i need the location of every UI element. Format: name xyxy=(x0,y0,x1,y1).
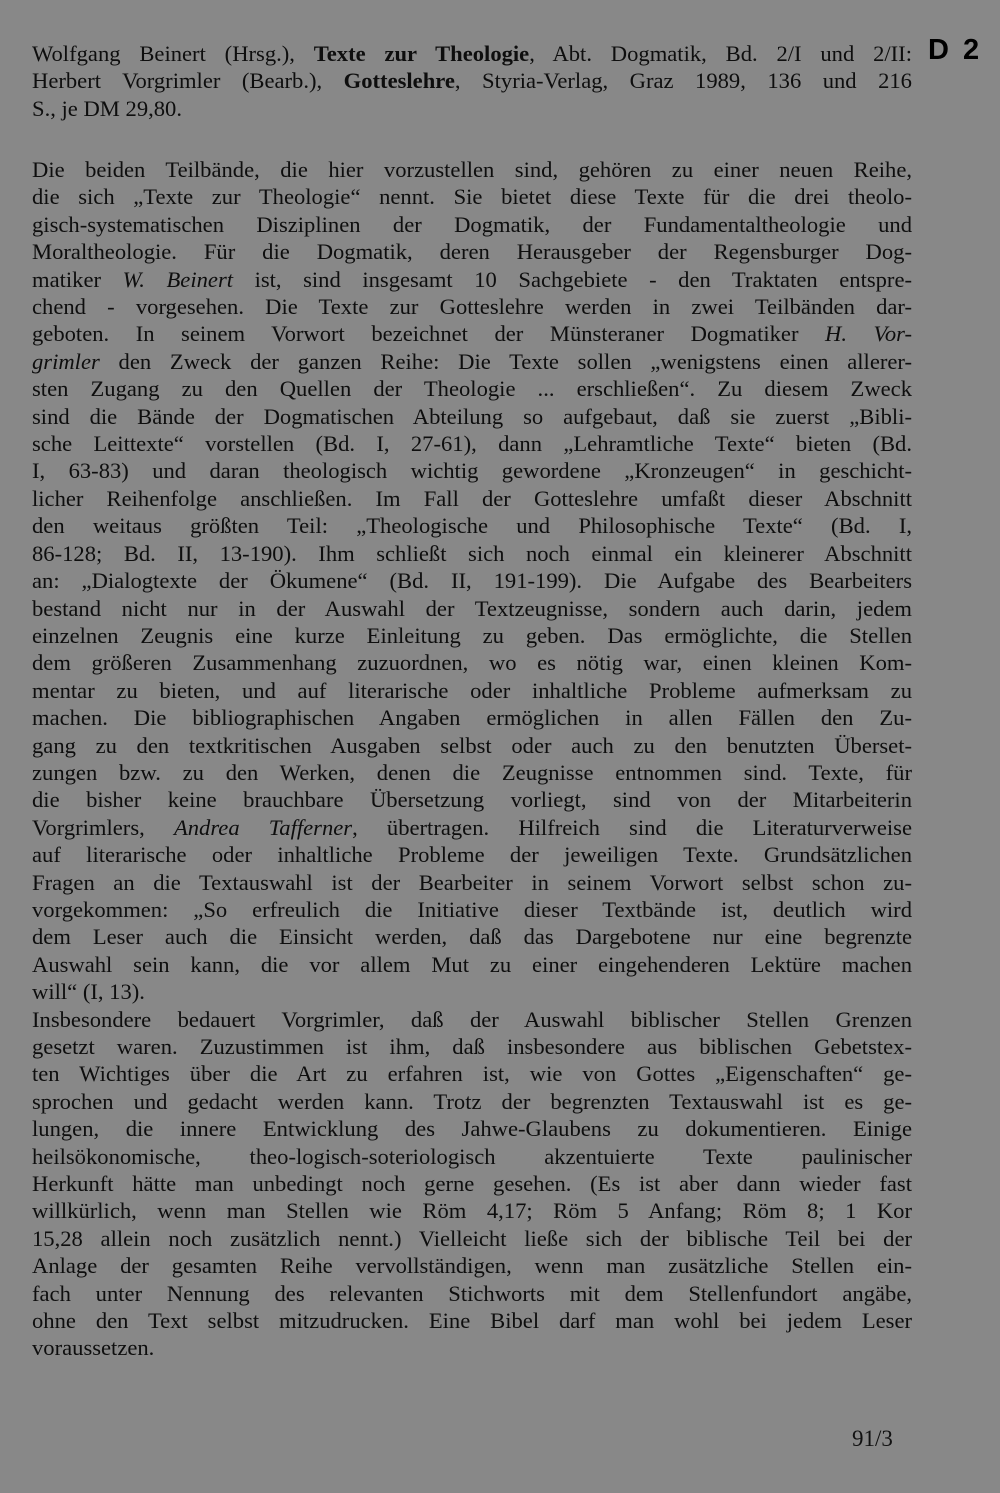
paragraph-line xyxy=(32,595,912,622)
text-run: I, 63-83) und daran theologisch wichtig gewordene „Kronzeugen“ in geschicht- xyxy=(32,458,912,484)
text-run: S., je DM 29,80. xyxy=(32,95,183,121)
text-run: ohne den Text selbst mitzudrucken. Eine Bibel darf man wohl bei jedem Leser xyxy=(32,1308,912,1334)
text-run: , Abt. Dogmatik, Bd. 2/I und 2/II: xyxy=(529,41,912,66)
text-run: Auswahl sein kann, die vor allem Mut zu einer eingehenderen Lektüre machen xyxy=(32,951,912,977)
paragraph-line xyxy=(32,814,912,841)
text-run: sche Leittexte“ vorstellen (Bd. I, 27-61), dann „Lehramtliche Texte“ bieten (Bd. xyxy=(32,431,912,457)
paragraph-line xyxy=(32,1252,912,1279)
text-run: lungen, die innere Entwicklung des Jahwe-Glaubens zu dokumentieren. Einige xyxy=(32,1116,912,1142)
text-run: ten Wichtiges über die Art zu erfahren ist, wie von Gottes „Eigenschaften“ ge- xyxy=(32,1061,912,1087)
text-run: Die beiden Teilbände, die hier vorzustellen sind, gehören zu einer neuen Reihe, xyxy=(32,157,912,182)
italic-name: Andrea Tafferner xyxy=(173,814,353,840)
text-run: gesetzt waren. Zuzustimmen ist ihm, daß insbesondere aus biblischen Gebetstex- xyxy=(32,1034,912,1059)
text-run: 86-128; Bd. II, 13-190). Ihm schließt sich noch einmal ein kleinerer Abschnitt xyxy=(32,540,912,566)
paragraph-line xyxy=(32,293,912,320)
text-run: , Styria-Verlag, Graz 1989, 136 und 216 xyxy=(454,68,912,94)
paragraph-line xyxy=(32,1307,912,1334)
paragraph-line xyxy=(32,1225,912,1252)
paragraph-line xyxy=(32,1060,912,1087)
paragraph-line xyxy=(32,677,912,704)
text-run: gisch-systematischen Disziplinen der Dogmatik, der Fundamentaltheologie und xyxy=(32,211,912,237)
text-run: die bisher keine brauchbare Übersetzung vorliegt, sind von der Mitarbeiterin xyxy=(32,787,912,813)
paragraph-line xyxy=(32,951,912,978)
paragraph-line xyxy=(32,1033,912,1060)
paragraph-line xyxy=(32,266,912,293)
paragraph-line xyxy=(32,320,912,347)
text-run: Fragen an die Textauswahl ist der Bearbeiter in seinem Vorwort selbst schon zu- xyxy=(32,869,912,895)
text-run: einzelnen Zeugnis eine kurze Einleitung zu geben. Das ermöglichte, die Stellen xyxy=(32,622,912,648)
review-body xyxy=(32,156,912,1362)
text-run: heilsökonomische, theo-logisch-soteriologisch akzentuierte Texte paulinischer xyxy=(32,1143,912,1169)
text-run: , übertragen. Hilfreich sind die Literaturverweise xyxy=(352,814,912,840)
paragraph-line xyxy=(32,1280,912,1307)
text-run: geboten. In seinem Vorwort bezeichnet der Münsteraner Dogmatiker xyxy=(32,321,826,347)
text-run: auf literarische oder inhaltliche Probleme der jeweiligen Texte. Grundsätzlichen xyxy=(32,842,912,868)
text-run: sprochen und gedacht werden kann. Trotz der begrenzten Textauswahl ist es ge- xyxy=(32,1088,912,1114)
paragraph-line xyxy=(32,1006,912,1033)
paragraph-line xyxy=(32,759,912,786)
text-run: licher Reihenfolge anschließen. Im Fall der Gotteslehre umfaßt dieser Abschnitt xyxy=(32,485,912,511)
text-run: matiker xyxy=(32,266,123,292)
paragraph-line xyxy=(32,430,912,457)
text-run: Anlage der gesamten Reihe vervollständigen, wenn man zusätzliche Stellen ein- xyxy=(32,1253,912,1279)
paragraph-line xyxy=(32,1334,912,1361)
section-mark: D 2 xyxy=(928,34,983,66)
paragraph-line xyxy=(32,457,912,484)
text-run: Herkunft hätte man unbedingt noch gerne gesehen. (Es ist aber dann wieder fast xyxy=(32,1171,912,1197)
text-run: willkürlich, wenn man Stellen wie Röm 4,17; Röm 5 Anfang; Röm 8; 1 Kor xyxy=(32,1198,912,1224)
paragraph-line xyxy=(32,786,912,813)
text-run: den weitaus größten Teil: „Theologische und Philosophische Texte“ (Bd. I, xyxy=(32,513,912,539)
paragraph-line xyxy=(32,1197,912,1224)
paragraph-line xyxy=(32,869,912,896)
text-run: Moraltheologie. Für die Dogmatik, deren Herausgeber der Regensburger Dog- xyxy=(32,239,912,265)
paragraph-line xyxy=(32,183,912,210)
text-run: 15,28 allein noch zusätzlich nennt.) Vielleicht ließe sich der biblische Teil bei der xyxy=(32,1225,912,1251)
text-run: die sich „Texte zur Theologie“ nennt. Sie bietet diese Texte für die drei theolo- xyxy=(32,184,912,210)
citation-line xyxy=(32,40,912,67)
text-run: vorgekommen: „So erfreulich die Initiative dieser Textbände ist, deutlich wird xyxy=(32,896,912,922)
paragraph-line xyxy=(32,512,912,539)
paragraph xyxy=(32,1006,912,1362)
page-number: 91/3 xyxy=(852,1426,893,1451)
paragraph-line xyxy=(32,841,912,868)
text-run: dem größeren Zusammenhang zuzuordnen, wo es nötig war, einen kleinen Kom- xyxy=(32,650,912,676)
text-run: voraussetzen. xyxy=(32,1335,155,1361)
italic-name: W. Beinert xyxy=(122,266,234,292)
paragraph-line xyxy=(32,978,912,1005)
paragraph-line xyxy=(32,1170,912,1197)
bibliographic-citation xyxy=(32,40,912,122)
paragraph-line xyxy=(32,1088,912,1115)
paragraph-line xyxy=(32,622,912,649)
paragraph-line xyxy=(32,1115,912,1142)
text-run: zungen bzw. zu den Werken, denen die Zeugnisse entnommen sind. Texte, für xyxy=(32,759,912,785)
citation-line xyxy=(32,67,912,94)
paragraph-line xyxy=(32,649,912,676)
bold-title: Texte zur Theologie xyxy=(313,41,530,66)
paragraph-line xyxy=(32,732,912,759)
paragraph-line xyxy=(32,567,912,594)
text-run: sten Zugang zu den Quellen der Theologie ... erschließen“. Zu diesem Zweck xyxy=(32,376,912,402)
text-run: mentar zu bieten, und auf literarische oder inhaltliche Probleme aufmerksam zu xyxy=(32,677,912,703)
citation-line xyxy=(32,95,912,122)
paragraph-line xyxy=(32,211,912,238)
text-run: Wolfgang Beinert (Hrsg.), xyxy=(32,41,314,66)
text-run: Herbert Vorgrimler (Bearb.), xyxy=(32,68,344,94)
paragraph-line xyxy=(32,540,912,567)
text-run: sind die Bände der Dogmatischen Abteilung so aufgebaut, daß sie zuerst „Bibli- xyxy=(32,403,912,429)
text-run: fach unter Nennung des relevanten Stichworts mit dem Stellenfundort angäbe, xyxy=(32,1280,912,1306)
text-run: chend - vorgesehen. Die Texte zur Gotteslehre werden in zwei Teilbänden dar- xyxy=(32,294,912,320)
text-run: den Zweck der ganzen Reihe: Die Texte sollen „wenigstens einen allerer- xyxy=(99,348,912,374)
text-run: Insbesondere bedauert Vorgrimler, daß der Auswahl biblischer Stellen Grenzen xyxy=(32,1006,912,1032)
paragraph-line xyxy=(32,1143,912,1170)
text-run: Vorgrimlers, xyxy=(32,814,174,840)
italic-name: H. Vor- xyxy=(825,321,912,347)
text-run: machen. Die bibliographischen Angaben ermöglichen in allen Fällen den Zu- xyxy=(32,705,912,731)
paragraph-line xyxy=(32,704,912,731)
paragraph-line xyxy=(32,348,912,375)
paragraph-line xyxy=(32,923,912,950)
text-run: bestand nicht nur in der Auswahl der Textzeugnisse, sondern auch darin, jedem xyxy=(32,595,912,621)
paragraph-line xyxy=(32,485,912,512)
text-run: will“ (I, 13). xyxy=(32,979,145,1005)
text-run: ist, sind insgesamt 10 Sachgebiete - den Traktaten entspre- xyxy=(233,266,912,292)
text-run: dem Leser auch die Einsicht werden, daß das Dargebotene nur eine begrenzte xyxy=(32,924,912,950)
paragraph xyxy=(32,156,912,1006)
paragraph-line xyxy=(32,238,912,265)
text-run: gang zu den textkritischen Ausgaben selbst oder auch zu den benutzten Überset- xyxy=(32,732,912,758)
bold-title: Gotteslehre xyxy=(343,68,455,94)
text-run: an: „Dialogtexte der Ökumene“ (Bd. II, 191-199). Die Aufgabe des Bearbeiters xyxy=(32,568,912,594)
paragraph-line xyxy=(32,375,912,402)
paragraph-line xyxy=(32,403,912,430)
italic-name: grimler xyxy=(32,348,100,374)
paragraph-line xyxy=(32,896,912,923)
paragraph-line xyxy=(32,156,912,183)
